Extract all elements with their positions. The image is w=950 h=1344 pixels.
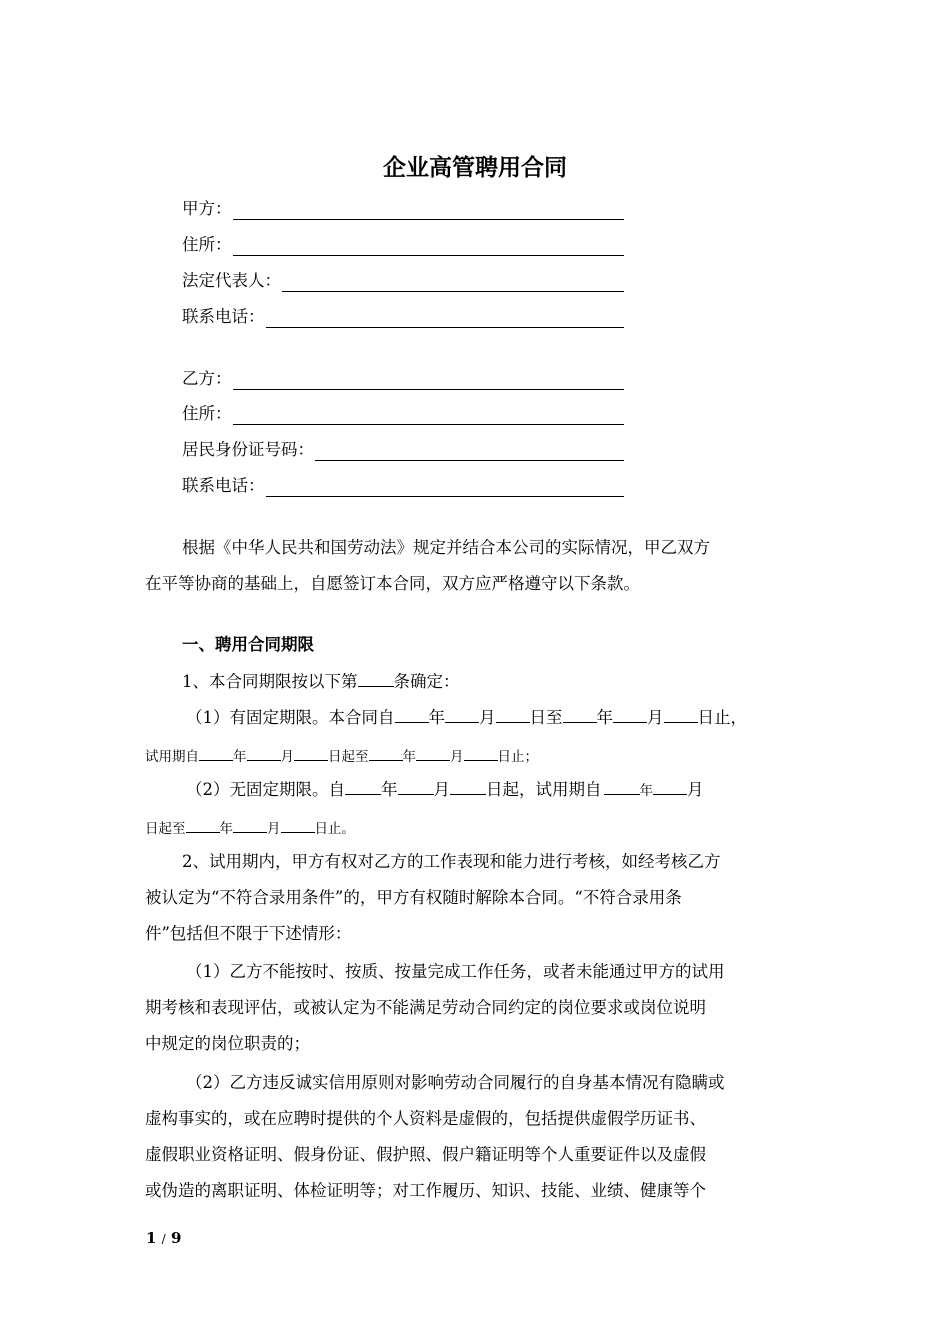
party-a-phone-label: 联系电话： xyxy=(182,307,265,326)
clause1-line xyxy=(182,669,460,694)
fixed-term-line-2 xyxy=(145,743,538,769)
year-blank[interactable] xyxy=(345,777,381,795)
party-b-id-field xyxy=(182,435,624,461)
page-current: 1 xyxy=(146,1229,157,1247)
text: 年 xyxy=(233,749,247,765)
text: 日起至 xyxy=(328,749,369,765)
day-blank[interactable] xyxy=(281,815,315,833)
text: 日止， xyxy=(697,708,747,727)
item2-line: 或伪造的离职证明、体检证明等；对工作履历、知识、技能、业绩、健康等个 xyxy=(145,1181,706,1200)
year-blank[interactable] xyxy=(395,705,429,723)
party-a-address-label: 住所： xyxy=(182,235,232,254)
text: 日起，试用期自 xyxy=(486,780,602,799)
party-b-phone-label: 联系电话： xyxy=(182,476,265,495)
clause-number-blank[interactable] xyxy=(358,669,394,687)
party-b-address-blank[interactable] xyxy=(233,404,625,425)
party-b-address-field xyxy=(182,399,624,425)
text: 月 xyxy=(687,780,704,799)
clause2-line: 被认定为“不符合录用条件”的，甲方有权随时解除本合同。“不符合录用条 xyxy=(145,888,682,907)
day-blank[interactable] xyxy=(464,743,498,761)
text: 日止； xyxy=(497,749,538,765)
clause1-text-after: 条确定： xyxy=(393,672,460,691)
text: 年 xyxy=(639,783,653,799)
page-number xyxy=(146,1227,181,1250)
section-heading: 一、聘用合同期限 xyxy=(182,635,314,654)
party-a-address-field xyxy=(182,230,624,256)
month-blank[interactable] xyxy=(445,705,479,723)
text: 月 xyxy=(647,708,664,727)
item1-line: （1）乙方不能按时、按质、按量完成工作任务，或者未能通过甲方的试用 xyxy=(186,962,725,981)
party-a-legal-rep-label: 法定代表人： xyxy=(182,271,281,290)
party-a-legal-rep-field xyxy=(182,266,624,292)
party-a-name-blank[interactable] xyxy=(233,199,625,220)
page-total: 9 xyxy=(170,1229,182,1247)
text: （2）无固定期限。自 xyxy=(186,780,345,799)
month-blank[interactable] xyxy=(416,743,450,761)
document-title: 企业高管聘用合同 xyxy=(383,155,567,181)
text: （1）有固定期限。本合同自 xyxy=(186,708,395,727)
year-blank[interactable] xyxy=(604,777,640,795)
item2-line: （2）乙方违反诚实信用原则对影响劳动合同履行的自身基本情况有隐瞒或 xyxy=(186,1073,725,1092)
text: 试用期自 xyxy=(145,749,199,765)
text: 月 xyxy=(267,821,281,837)
party-a-phone-field xyxy=(182,302,624,328)
text: 日至 xyxy=(529,708,563,727)
month-blank[interactable] xyxy=(653,777,687,795)
clause2-line: 件”包括但不限于下述情形： xyxy=(145,924,352,943)
clause1-text-before: 1、本合同期限按以下第 xyxy=(182,672,358,691)
party-b-phone-field xyxy=(182,471,624,497)
open-term-line-1 xyxy=(186,777,704,803)
year-blank[interactable] xyxy=(199,743,233,761)
party-a-legal-rep-blank[interactable] xyxy=(282,271,624,292)
open-term-line-2 xyxy=(145,815,355,841)
preamble-line: 在平等协商的基础上，自愿签订本合同，双方应严格遵守以下条款。 xyxy=(145,574,640,593)
year-blank[interactable] xyxy=(186,815,220,833)
party-b-phone-blank[interactable] xyxy=(266,476,625,497)
month-blank[interactable] xyxy=(247,743,281,761)
day-blank[interactable] xyxy=(664,705,698,723)
page-separator: / xyxy=(161,1232,166,1246)
text: 年 xyxy=(219,821,233,837)
text: 年 xyxy=(381,780,398,799)
item1-line: 期考核和表现评估，或被认定为不能满足劳动合同约定的岗位要求或岗位说明 xyxy=(145,998,706,1017)
text: 月 xyxy=(450,749,464,765)
party-b-address-label: 住所： xyxy=(182,404,232,423)
year-blank[interactable] xyxy=(563,705,597,723)
fixed-term-line-1 xyxy=(186,705,747,730)
party-a-address-blank[interactable] xyxy=(233,235,625,256)
text: 日止。 xyxy=(314,821,355,837)
item1-line: 中规定的岗位职责的； xyxy=(145,1034,310,1053)
text: 年 xyxy=(596,708,613,727)
preamble-line: 根据《中华人民共和国劳动法》规定并结合本公司的实际情况，甲乙双方 xyxy=(182,538,710,557)
month-blank[interactable] xyxy=(233,815,267,833)
day-blank[interactable] xyxy=(450,777,486,795)
party-b-name-blank[interactable] xyxy=(233,369,625,390)
item2-line: 虚构事实的，或在应聘时提供的个人资料是虚假的，包括提供虚假学历证书、 xyxy=(145,1109,706,1128)
party-b-name-field xyxy=(182,364,624,390)
party-b-id-blank[interactable] xyxy=(315,440,624,461)
party-a-name-field xyxy=(182,194,624,220)
text: 年 xyxy=(428,708,445,727)
party-a-phone-blank[interactable] xyxy=(266,307,625,328)
item2-line: 虚假职业资格证明、假身份证、假护照、假户籍证明等个人重要证件以及虚假 xyxy=(145,1145,706,1164)
party-a-name-label: 甲方： xyxy=(182,199,232,218)
day-blank[interactable] xyxy=(294,743,328,761)
day-blank[interactable] xyxy=(496,705,530,723)
text: 年 xyxy=(402,749,416,765)
text: 月 xyxy=(433,780,450,799)
party-b-id-label: 居民身份证号码： xyxy=(182,440,314,459)
text: 月 xyxy=(479,708,496,727)
text: 月 xyxy=(280,749,294,765)
month-blank[interactable] xyxy=(398,777,434,795)
year-blank[interactable] xyxy=(369,743,403,761)
text: 日起至 xyxy=(145,821,186,837)
party-b-name-label: 乙方： xyxy=(182,369,232,388)
clause2-line: 2、试用期内，甲方有权对乙方的工作表现和能力进行考核，如经考核乙方 xyxy=(182,852,721,871)
month-blank[interactable] xyxy=(613,705,647,723)
